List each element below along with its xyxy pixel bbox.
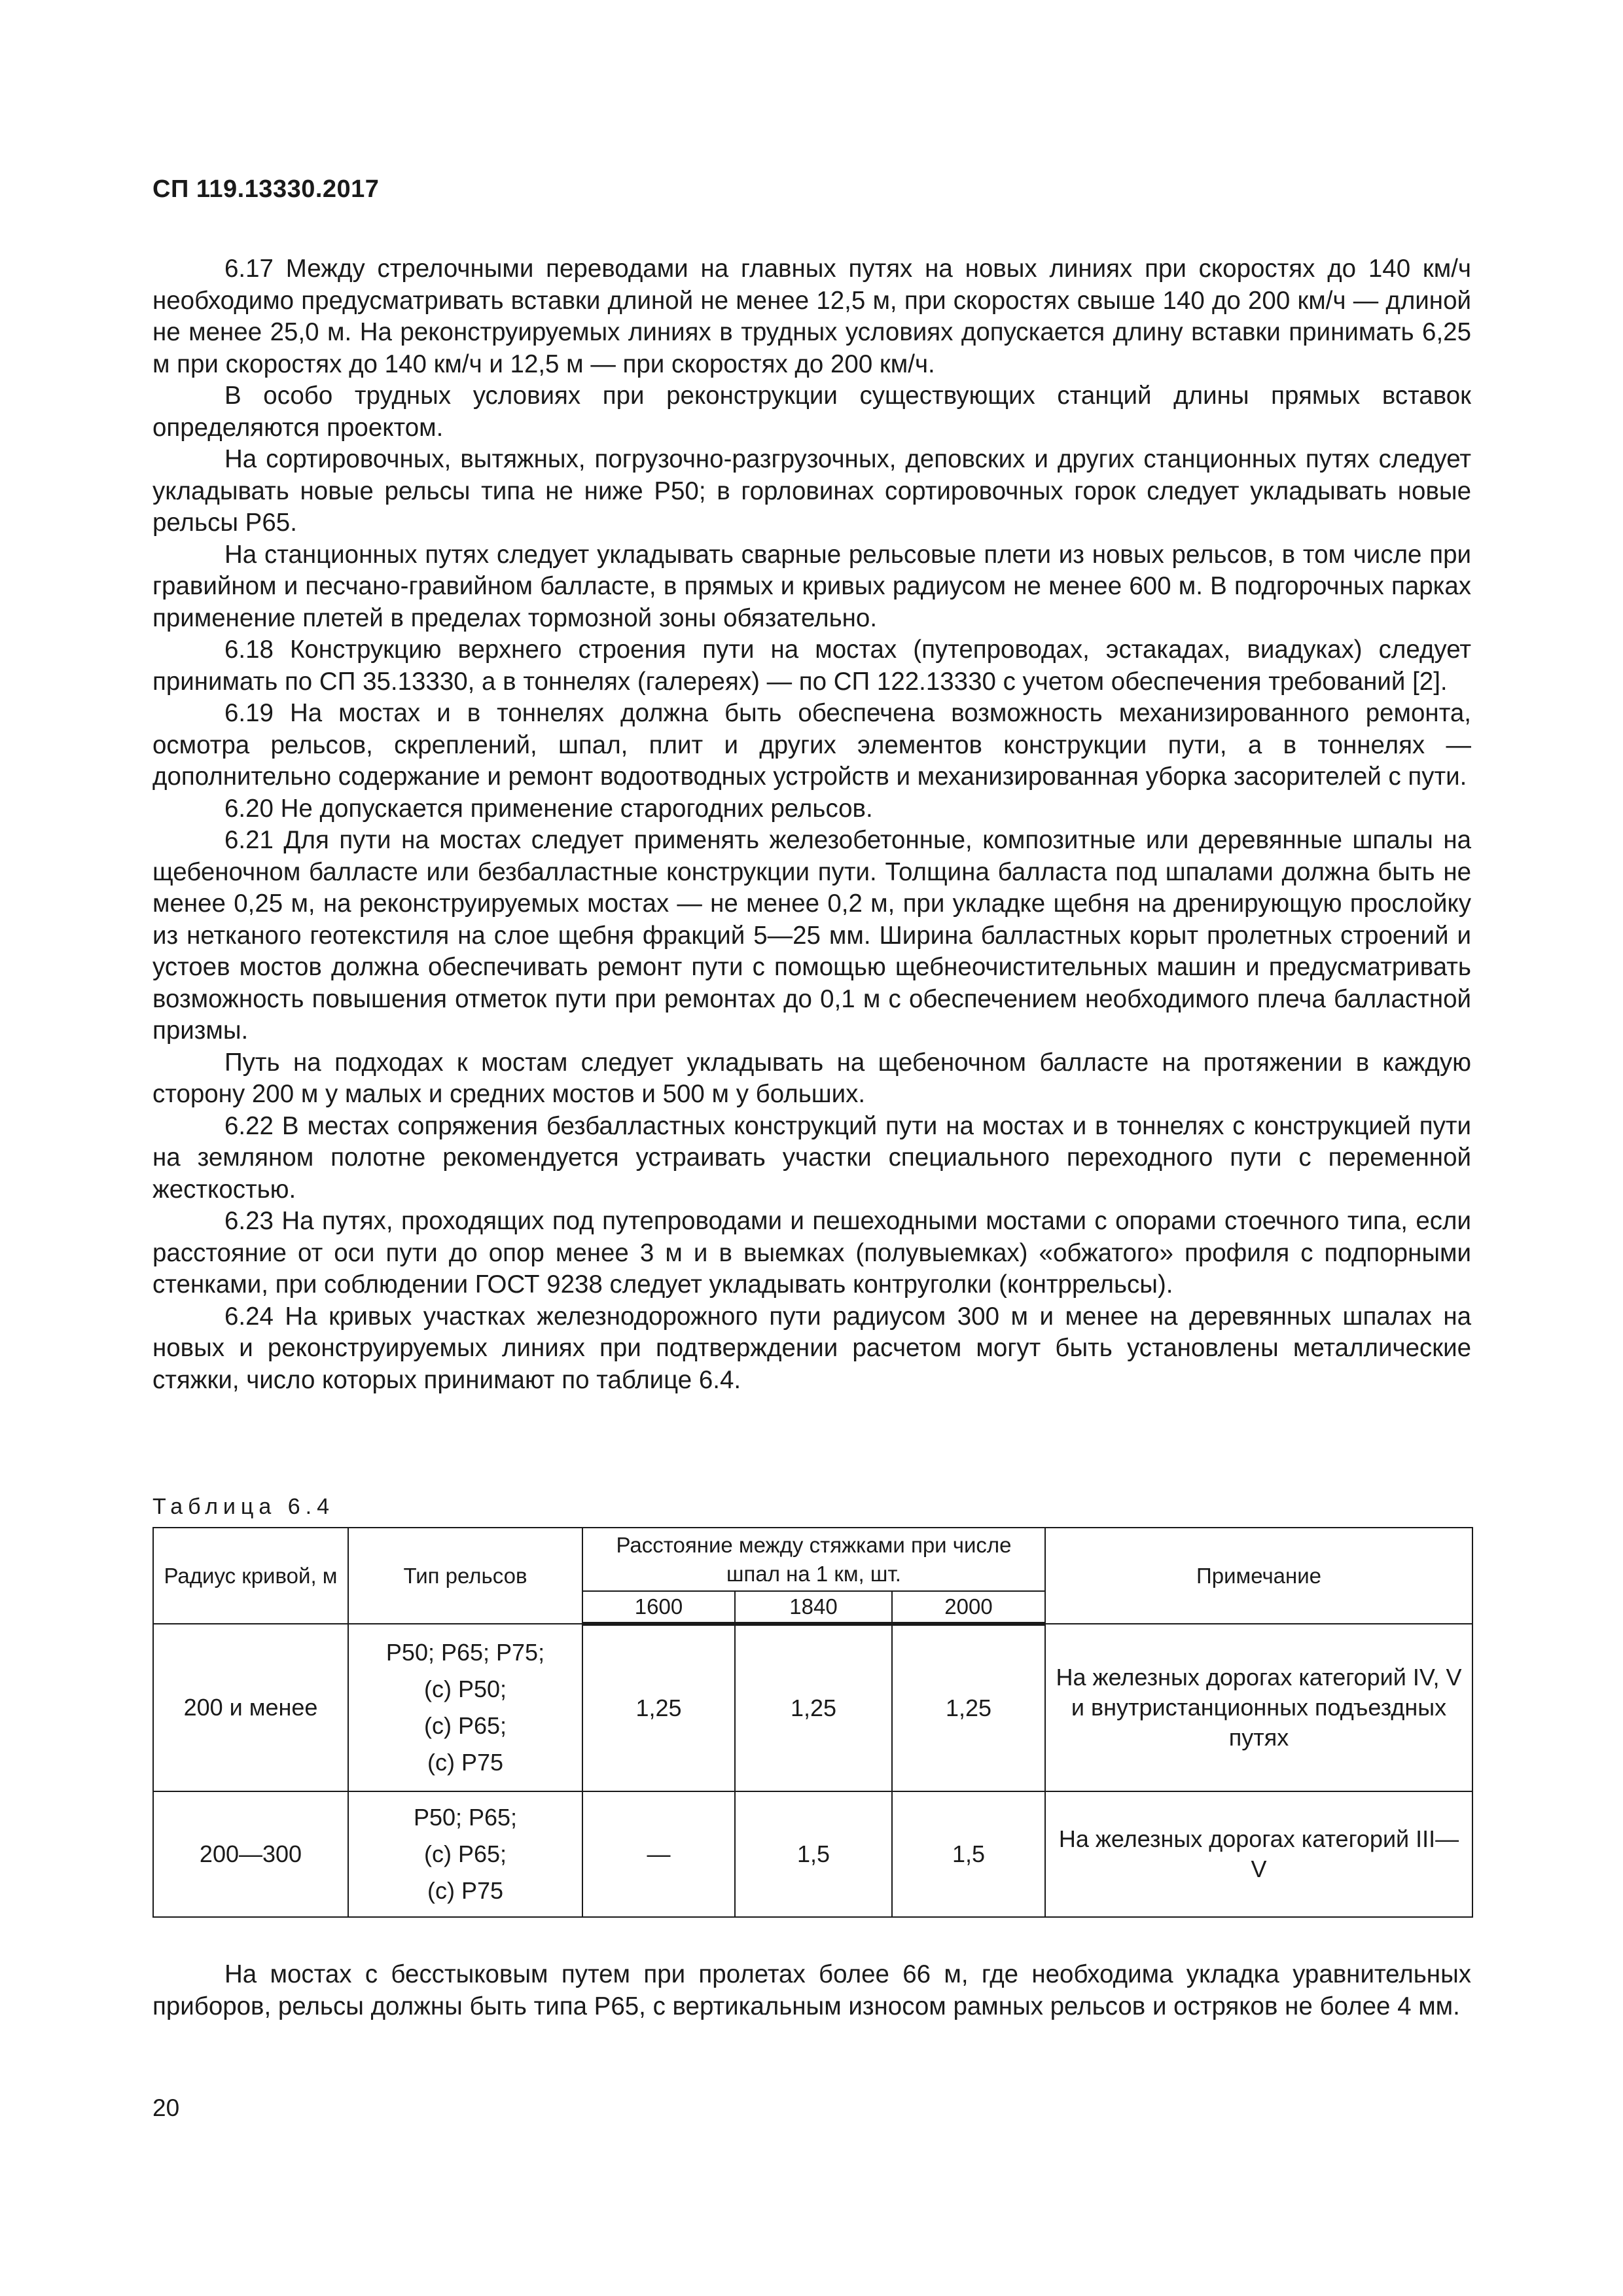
cell-value-1840: 1,5: [735, 1791, 892, 1917]
document-code-header: СП 119.13330.2017: [152, 175, 380, 203]
paragraph: Путь на подходах к мостам следует укладывать на щебеночном балласте на протяжении в каждую сторону 200 м у малых и средних мостов и 500 м у больших.: [152, 1048, 1471, 1108]
header-rail-type: Тип рельсов: [348, 1528, 582, 1624]
table-header-row: [153, 1528, 1472, 1591]
cell-value-1840: 1,25: [735, 1624, 892, 1791]
table-6-4: [152, 1527, 1473, 1918]
cell-value-1600: —: [582, 1791, 735, 1917]
table-caption: Таблица 6.4: [152, 1494, 335, 1519]
table-row: [153, 1624, 1472, 1791]
header-distance-group: Расстояние между стяжками при числе шпал на 1 км, шт.: [582, 1528, 1045, 1591]
paragraph-6-23: 6.23 На путях, проходящих под путепроводами и пешеходными мостами с опорами стоечного типа, если расстояние от оси пути до опор менее 3 м и в выемках (полувыемках) «обжатого» профиля с подпорными стенками, при соблюдении ГОСТ 9238 следует укладывать контруголки (контррельсы).: [152, 1207, 1471, 1299]
rail-line: Р50; Р65; Р75;: [385, 1639, 545, 1666]
cell-radius: 200—300: [153, 1791, 348, 1917]
paragraph-6-20: 6.20 Не допускается применение старогодних рельсов.: [224, 794, 873, 823]
header-sleepers-2000: 2000: [892, 1591, 1045, 1624]
table-row: [153, 1791, 1472, 1917]
cell-radius: 200 и менее: [153, 1624, 348, 1791]
cell-note: На железных дорогах категорий III—V: [1045, 1791, 1472, 1917]
page-number: 20: [152, 2094, 180, 2121]
cell-value-2000: 1,25: [892, 1624, 1045, 1791]
header-sleepers-1600: 1600: [582, 1591, 735, 1624]
paragraph-6-17: 6.17 Между стрелочными переводами на главных путях на новых линиях при скоростях до 140 км/ч необходимо предусматривать вставки длиной не менее 12,5 м, при скоростях свыше 140 до 200 км/ч — длиной не менее 25,0 м. На реконструируемых линиях в трудных условиях допускается длину вставки принимать 6,25 м при скоростях до 140 км/ч и 12,5 м — при скоростях до 200 км/ч.: [152, 255, 1471, 378]
paragraph-6-24: 6.24 На кривых участках железнодорожного пути радиусом 300 м и менее на деревянных шпалах на новых и реконструируемых линиях при подтверждении расчетом могут быть установлены металлические стяжки, число которых принимают по таблице 6.4.: [152, 1302, 1471, 1394]
rail-line: (с) Р65;: [423, 1840, 507, 1867]
header-note: Примечание: [1045, 1528, 1472, 1624]
paragraph-6-19: 6.19 На мостах и в тоннелях должна быть обеспечена возможность механизированного ремонта, осмотра рельсов, скреплений, шпал, плит и других элементов конструкции пути, а в тоннелях — дополнительно содержание и ремонт водоотводных устройств и механизированная уборка засорителей с пути.: [152, 699, 1471, 791]
body-text: [152, 253, 1471, 1396]
rail-line: (с) Р50;: [423, 1676, 507, 1702]
cell-value-1600: 1,25: [582, 1624, 735, 1791]
rail-line: (с) Р75: [427, 1749, 504, 1776]
paragraph-6-22: 6.22 В местах сопряжения безбалластных конструкций пути на мостах и в тоннелях с конструкцией пути на земляном полотне рекомендуется устраивать участки специального переходного пути с переменной жесткостью.: [152, 1111, 1471, 1204]
cell-note: На железных дорогах категорий IV, V и внутристанционных подъездных путях: [1045, 1624, 1472, 1791]
paragraph: На сортировочных, вытяжных, погрузочно-разгрузочных, деповских и других станционных путях следует укладывать новые рельсы типа не ниже Р50; в горловинах сортировочных горок следует укладывать новые рельсы Р65.: [152, 445, 1471, 537]
rail-line: (с) Р65;: [423, 1712, 507, 1739]
paragraph: На мостах с бесстыковым путем при пролетах более 66 м, где необходима укладка уравнительных приборов, рельсы должны быть типа Р65, с вертикальным износом рамных рельсов и остряков не более 4 мм.: [152, 1960, 1471, 2020]
cell-rails: [348, 1791, 582, 1917]
header-sleepers-1840: 1840: [735, 1591, 892, 1624]
cell-rails: [348, 1624, 582, 1791]
paragraph-6-18: 6.18 Конструкцию верхнего строения пути на мостах (путепроводах, эстакадах, виадуках) следует принимать по СП 35.13330, а в тоннелях (галереях) — по СП 122.13330 с учетом обеспечения требований [2].: [152, 636, 1471, 696]
rail-line: Р50; Р65;: [413, 1804, 518, 1831]
rail-line: (с) Р75: [427, 1877, 504, 1904]
paragraph-6-21: 6.21 Для пути на мостах следует применять железобетонные, композитные или деревянные шпалы на щебеночном балласте или безбалластные конструкции пути. Толщина балласта под шпалами должна быть не менее 0,25 м, на реконструируемых мостах — не менее 0,2 м, при укладке щебня на дренирующую прослойку из нетканого геотекстиля на слое щебня фракций 5—25 мм. Ширина балластных корыт пролетных строений и устоев мостов должна обеспечивать ремонт пути с помощью щебнеочистительных машин и предусматривать возможность повышения отметок пути при ремонтах до 0,1 м с обеспечением необходимого плеча балластной призмы.: [152, 826, 1471, 1045]
cell-value-2000: 1,5: [892, 1791, 1045, 1917]
post-table-text: [152, 1959, 1471, 2022]
paragraph: В особо трудных условиях при реконструкции существующих станций длины прямых вставок определяются проектом.: [152, 382, 1471, 442]
header-radius: Радиус кривой, м: [153, 1528, 348, 1624]
paragraph: На станционных путях следует укладывать сварные рельсовые плети из новых рельсов, в том числе при гравийном и песчано-гравийном балласте, в прямых и кривых радиусом не менее 600 м. В подгорочных парках применение плетей в пределах тормозной зоны обязательно.: [152, 540, 1471, 632]
